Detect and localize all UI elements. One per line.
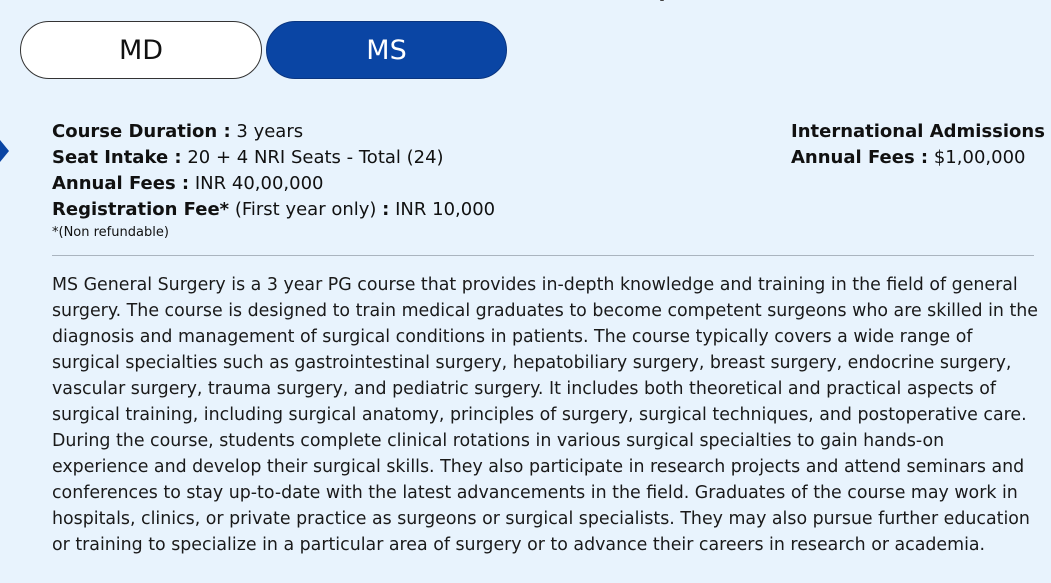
seat-intake-value: 20 + 4 NRI Seats - Total (24) [187, 147, 444, 168]
tab-ms[interactable]: MS [266, 21, 507, 79]
seat-intake-row [52, 145, 495, 171]
course-duration-row [52, 119, 495, 145]
registration-fee-colon: : [382, 199, 390, 220]
course-duration-label: Course Duration : [52, 121, 231, 142]
course-duration-value: 3 years [236, 121, 304, 142]
tab-md[interactable]: MD [20, 21, 262, 79]
course-description: MS General Surgery is a 3 year PG course that provides in-depth knowledge and training in the field of general surgery. The course is designed to train medical graduates to become competent surgeons who are skilled in the diagnosis and management of surgical conditions in patients. The course typically covers a wide range of surgical specialties such as gastrointestinal surgery, hepatobiliary surgery, breast surgery, endocrine surgery, vascular surgery, trauma surgery, and pediatric surgery. It includes both theoretical and practical aspects of surgical training, including surgical anatomy, principles of surgery, surgical techniques, and postoperative care. During the course, students complete clinical rotations in various surgical specialties to gain hands-on experience and develop their surgical skills. They also participate in research projects and attend seminars and conferences to stay up-to-date with the latest advancements in the field. Graduates of the course may work in hospitals, clinics, or private practice as surgeons or surgical specialists. They may also pursue further education or training to specialize in a particular area of surgery or to advance their careers in research or academia. [52, 275, 1038, 555]
carousel-prev-arrow-icon[interactable] [0, 140, 9, 162]
registration-fee-qualifier: (First year only) [234, 199, 377, 220]
international-title: International Admissions [791, 121, 1045, 142]
annual-fees-label: Annual Fees : [52, 173, 190, 194]
international-fees-value: $1,00,000 [933, 147, 1026, 168]
course-details [52, 119, 495, 241]
international-admissions [791, 119, 1045, 171]
annual-fees-value: INR 40,00,000 [194, 173, 324, 194]
non-refundable-note: *(Non refundable) [52, 225, 169, 240]
registration-fee-label: Registration Fee* [52, 199, 230, 220]
international-title-row [791, 119, 1045, 145]
international-fees-row [791, 145, 1045, 171]
international-fees-label: Annual Fees : [791, 147, 929, 168]
registration-fee-value: INR 10,000 [395, 199, 496, 220]
section-divider [52, 255, 1034, 256]
annual-fees-row [52, 171, 495, 197]
top-edge-mark [660, 0, 664, 1]
seat-intake-label: Seat Intake : [52, 147, 182, 168]
registration-fee-row [52, 197, 495, 223]
